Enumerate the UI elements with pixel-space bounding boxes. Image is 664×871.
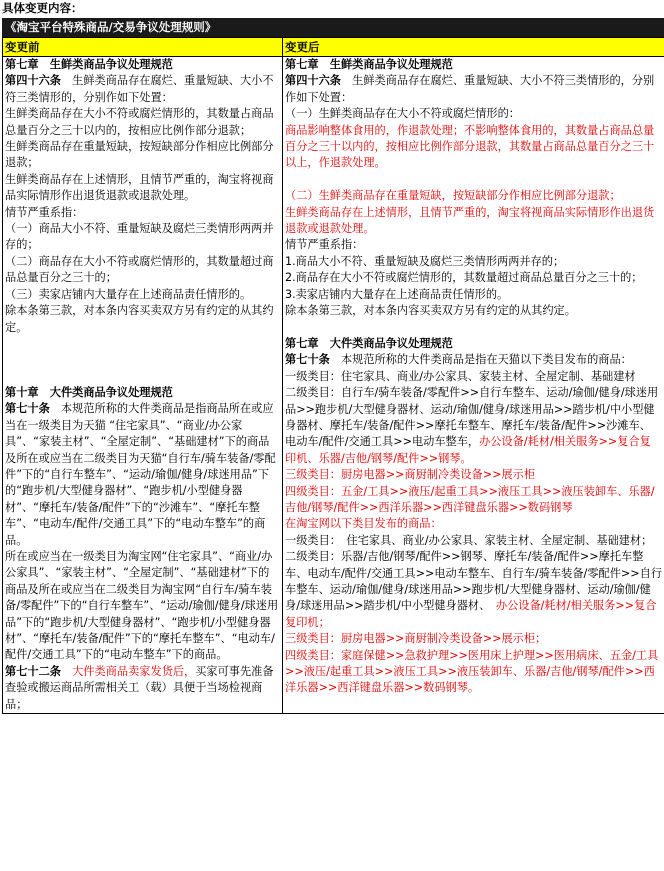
changed-paragraph: 生鲜类商品存在上述情形，且情节严重的，淘宝将视商品实际情形作出退货退款或退款处理。 (285, 205, 655, 236)
list-item: 2.商品存在大小不符或腐烂情形的，其数量超过商品总量百分之三十的； (285, 271, 643, 285)
list-item: 1.商品大小不符、重量短缺及腐烂三类情形两两并存的； (285, 254, 565, 268)
article72 (5, 664, 280, 713)
article70-label: 第七十条 (285, 353, 330, 367)
comparison-table (2, 37, 664, 714)
category-added-line: 三级类目：厨房电器>>商厨制冷类设备>>展示柜 (285, 468, 536, 482)
header-before: 变更前 (3, 38, 283, 57)
category-text: 二级类目：乐器/吉他/钢琴/配件>>钢琴、摩托车/装备/配件>>摩托车整车、电动车/配件/交通工具>>电动车整车、自行车/骑车装备/零配件>>自行车整车、运动/瑜伽/健身/球迷用品>>跑步机/大型健身器材、运动/瑜伽/健身/球迷用品>>踏步机/中小型健身器材、 (285, 550, 663, 613)
spacer (5, 336, 280, 385)
article70-text: 本规范所称的大件类商品是指商品所在或应当在一级类目为天猫 “住宅家具”、“商业/办公家具”、“家装主材”、“全屋定制”、“基础建材”下的商品及所在或应当在二级类目为天猫“自行车/骑车装备/零配件”下的“自行车整车”、“运动/瑜伽/健身/球迷用品”下的“跑步机/大型健身器材”、“跑步机/小型健身器材”、“摩托车/装备/配件”下的“沙滩车”、“摩托车整车”、“电动车/配件/交通工具”下的“电动车整车”的商品。 (5, 402, 276, 547)
chapter7-title: 第七章 生鲜类商品争议处理规范 (5, 58, 173, 71)
category-added: 办公设备/耗材/相关服务>>复合复印机、乐器/吉他/钢琴/配件>>钢琴。 (285, 435, 651, 465)
paragraph: 生鲜类商品存在大小不符或腐烂情形的，其数量占商品总量百分之三十以内的，按相应比例作部分退款； (5, 107, 274, 137)
paragraph: 除本条第三款，对本条内容买卖双方另有约定的从其约定。 (5, 304, 274, 334)
article70 (285, 352, 662, 368)
category-line (285, 385, 662, 467)
paragraph: 生鲜类商品存在重量短缺，按短缺部分作相应比例部分退款； (5, 140, 274, 170)
article72-text: 买家可事先准备查验或搬运商品所需相关工（载）具便于当场检视商品； (5, 664, 274, 711)
article72-label: 第七十二条 (5, 664, 61, 678)
list-item: （三）卖家店铺内大量存在上述商品责任情形的。 (5, 287, 252, 301)
paragraph: 除本条第三款，对本条内容买卖双方另有约定的从其约定。 (285, 304, 576, 318)
header-after: 变更后 (283, 38, 664, 57)
spacer (285, 319, 662, 335)
category-added: 办公设备/耗材/相关服务>>复合复印机； (285, 599, 657, 629)
chapter-title: 第七章 大件类商品争议处理规范 (285, 336, 453, 350)
table-row (3, 57, 664, 714)
article46 (285, 73, 662, 106)
chapter10-title: 第十章 大件类商品争议处理规范 (5, 385, 173, 399)
after-column (283, 57, 664, 714)
category-added-line: 三级类目：厨房电器>>商厨制冷类设备>>展示柜； (285, 632, 547, 646)
rule-title-banner: 《淘宝平台特殊商品/交易争议处理规则》 (2, 18, 664, 37)
article46-text: 生鲜类商品存在腐烂、重量短缺、大小不符三类情形的，分别作如下处置： (285, 74, 655, 104)
changed-paragraph: （二）生鲜类商品存在重量短缺，按短缺部分作相应比例部分退款； (285, 189, 621, 203)
changed-paragraph: 商品影响整体食用的，作退款处理；不影响整体食用的，其数量占商品总量百分之三十以内的，按相应比例作部分退款，其数量占商品总量百分之三十以上，作退款处理。 (285, 123, 655, 170)
category-added-line: 四级类目：五金/工具>>液压/起重工具>>液压工具>>液压装卸车、乐器/吉他/钢琴/配件>>西洋乐器>>西洋键盘乐器>>数码钢琴 (285, 484, 655, 514)
article46-label: 第四十六条 (285, 74, 341, 88)
list-item: 3.卖家店铺内大量存在上述商品责任情形的。 (285, 287, 509, 301)
article46-text: 生鲜类商品存在腐烂、重量短缺、大小不符三类情形的，分别作如下处置： (5, 74, 274, 104)
table-header-row (3, 38, 664, 57)
category-line (285, 549, 662, 631)
category-line: 一级类目： 住宅家具、商业/办公家具、家装主材、全屋定制、基础建材； (285, 533, 653, 547)
paragraph: 所在或应当在一级类目为淘宝网“住宅家具”、“商业/办公家具”、“家装主材”、“全屋定制”、“基础建材”下的商品及所在或应当在二级类目为淘宝网“自行车/骑车装备/零配件”下的“自行车整车”、“运动/瑜伽/健身/球迷用品”下的“跑步机/大型健身器材”、“跑步机/小型健身器材”、“摩托车/装备/配件”下的“摩托车整车”、“电动车/配件/交通工具”下的“电动车整车”下的商品。 (5, 549, 279, 662)
article70-text: 本规范所称的大件类商品是指在天猫以下类目发布的商品： (329, 353, 632, 367)
paragraph: 生鲜类商品存在上述情形，且情节严重的，淘宝将视商品实际情形作出退货退款或退款处理。 (5, 172, 274, 203)
before-column (3, 57, 283, 714)
article46 (5, 73, 280, 106)
list-item: （二）商品存在大小不符或腐烂情形的，其数量超过商品总量百分之三十的； (5, 254, 274, 285)
paragraph: 情节严重系指： (285, 238, 364, 252)
spacer (285, 172, 662, 188)
category-line: 一级类目：住宅家具、商业/办公家具、家装主材、全屋定制、基础建材 (285, 369, 636, 383)
change-intro-label: 具体变更内容： (2, 1, 83, 15)
article72-highlight: 大件类商品卖家发货后， (60, 664, 196, 678)
category-added-line: 四级类目：家庭保健>>急救护理>>医用床上护理>>医用病床、五金/工具>>液压/起重工具>>液压工具>>液压装卸车、乐器/吉他/钢琴/配件>>西洋乐器>>西洋键盘乐器>>数码钢琴。 (285, 648, 659, 695)
category-text: 二级类目：自行车/骑车装备/零配件>>自行车整车、运动/瑜伽/健身/球迷用品>>跑步机/大型健身器材、运动/瑜伽/健身/球迷用品>>踏步机/中小型健身器材、摩托车/装备/配件>>摩托车整车、摩托车/装备/配件>>沙滩车、 电动车/配件/交通工具>>电动车整车， (285, 386, 659, 449)
chapter7-title: 第七章 生鲜类商品争议处理规范 (285, 58, 453, 71)
list-item: （一）商品大小不符、重量短缺及腐烂三类情形两两并存的； (5, 222, 274, 252)
paragraph: （一）生鲜类商品存在大小不符或腐烂情形的： (285, 107, 520, 121)
paragraph: 情节严重系指： (5, 205, 84, 219)
article70 (5, 401, 280, 549)
article70-label: 第七十条 (5, 402, 50, 416)
category-added-line: 在淘宝网以下类目发布的商品： (285, 517, 442, 531)
article46-label: 第四十六条 (5, 74, 61, 88)
